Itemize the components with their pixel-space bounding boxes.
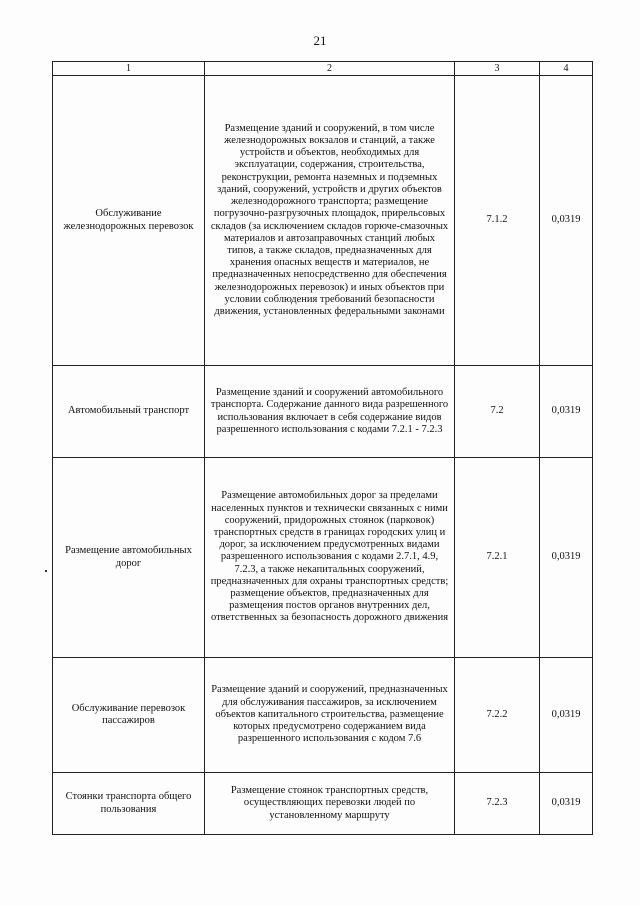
- use-type-name: Размещение автомобильных дорог: [53, 458, 205, 658]
- header-col-1: 1: [53, 62, 205, 76]
- use-type-value: 0,0319: [540, 658, 593, 773]
- use-type-code: 7.2.1: [455, 458, 540, 658]
- use-type-name: Стоянки транспорта общего пользования: [53, 773, 205, 835]
- use-type-code: 7.1.2: [455, 76, 540, 366]
- header-col-3: 3: [455, 62, 540, 76]
- header-col-2: 2: [205, 62, 455, 76]
- scan-speck: [45, 570, 47, 572]
- use-type-name: Обслуживание железнодорожных перевозок: [53, 76, 205, 366]
- use-type-description: Размещение зданий и сооружений, предназначенных для обслуживания пассажиров, за исключением объектов капитального строительства, размещение которых предусмотрено содержанием вида разрешенного использования с кодом 7.6: [205, 658, 455, 773]
- table-row: [53, 76, 593, 366]
- use-type-name: Автомобильный транспорт: [53, 366, 205, 458]
- table-row: [53, 458, 593, 658]
- use-type-value: 0,0319: [540, 773, 593, 835]
- use-type-description: Размещение зданий и сооружений автомобильного транспорта. Содержание данного вида разрешенного использования включает в себя содержание видов разрешенного использования с кодами 7.2.1 - 7.2.3: [205, 366, 455, 458]
- use-type-code: 7.2: [455, 366, 540, 458]
- use-type-code: 7.2.3: [455, 773, 540, 835]
- use-type-value: 0,0319: [540, 76, 593, 366]
- use-type-value: 0,0319: [540, 366, 593, 458]
- use-type-description: Размещение зданий и сооружений, в том числе железнодорожных вокзалов и станций, а также устройств и объектов, необходимых для эксплуатации, содержания, строительства, реконструкции, ремонта наземных и подземных зданий, сооружений, устройств и других объектов железнодорожного транспорта; размещение погрузочно-разгрузочных площадок, прирельсовых складов (за исключением складов горюче-смазочных материалов и автозаправочных станций любых типов, а также складов, предназначенных для хранения опасных веществ и материалов, не предназначенных непосредственно для обеспечения железнодорожных перевозок) и иных объектов при условии соблюдения требований безопасности движения, установленных федеральными законами: [205, 76, 455, 366]
- table-row: [53, 773, 593, 835]
- page-number: 21: [313, 33, 327, 48]
- header-col-4: 4: [540, 62, 593, 76]
- land-use-table: [52, 61, 593, 835]
- table-header-row: [53, 62, 593, 76]
- use-type-description: Размещение стоянок транспортных средств, осуществляющих перевозки людей по установленному маршруту: [205, 773, 455, 835]
- use-type-code: 7.2.2: [455, 658, 540, 773]
- table-row: [53, 658, 593, 773]
- table-row: [53, 366, 593, 458]
- use-type-name: Обслуживание перевозок пассажиров: [53, 658, 205, 773]
- use-type-value: 0,0319: [540, 458, 593, 658]
- use-type-description: Размещение автомобильных дорог за пределами населенных пунктов и технически связанных с ними сооружений, придорожных стоянок (парковок) транспортных средств в границах городских улиц и дорог, за исключением предусмотренных видами разрешенного использования с кодами 2.7.1, 4.9, 7.2.3, а также некапитальных сооружений, предназначенных для охраны транспортных средств; размещение объектов, предназначенных для размещения постов органов внутренних дел, ответственных за безопасность дорожного движения: [205, 458, 455, 658]
